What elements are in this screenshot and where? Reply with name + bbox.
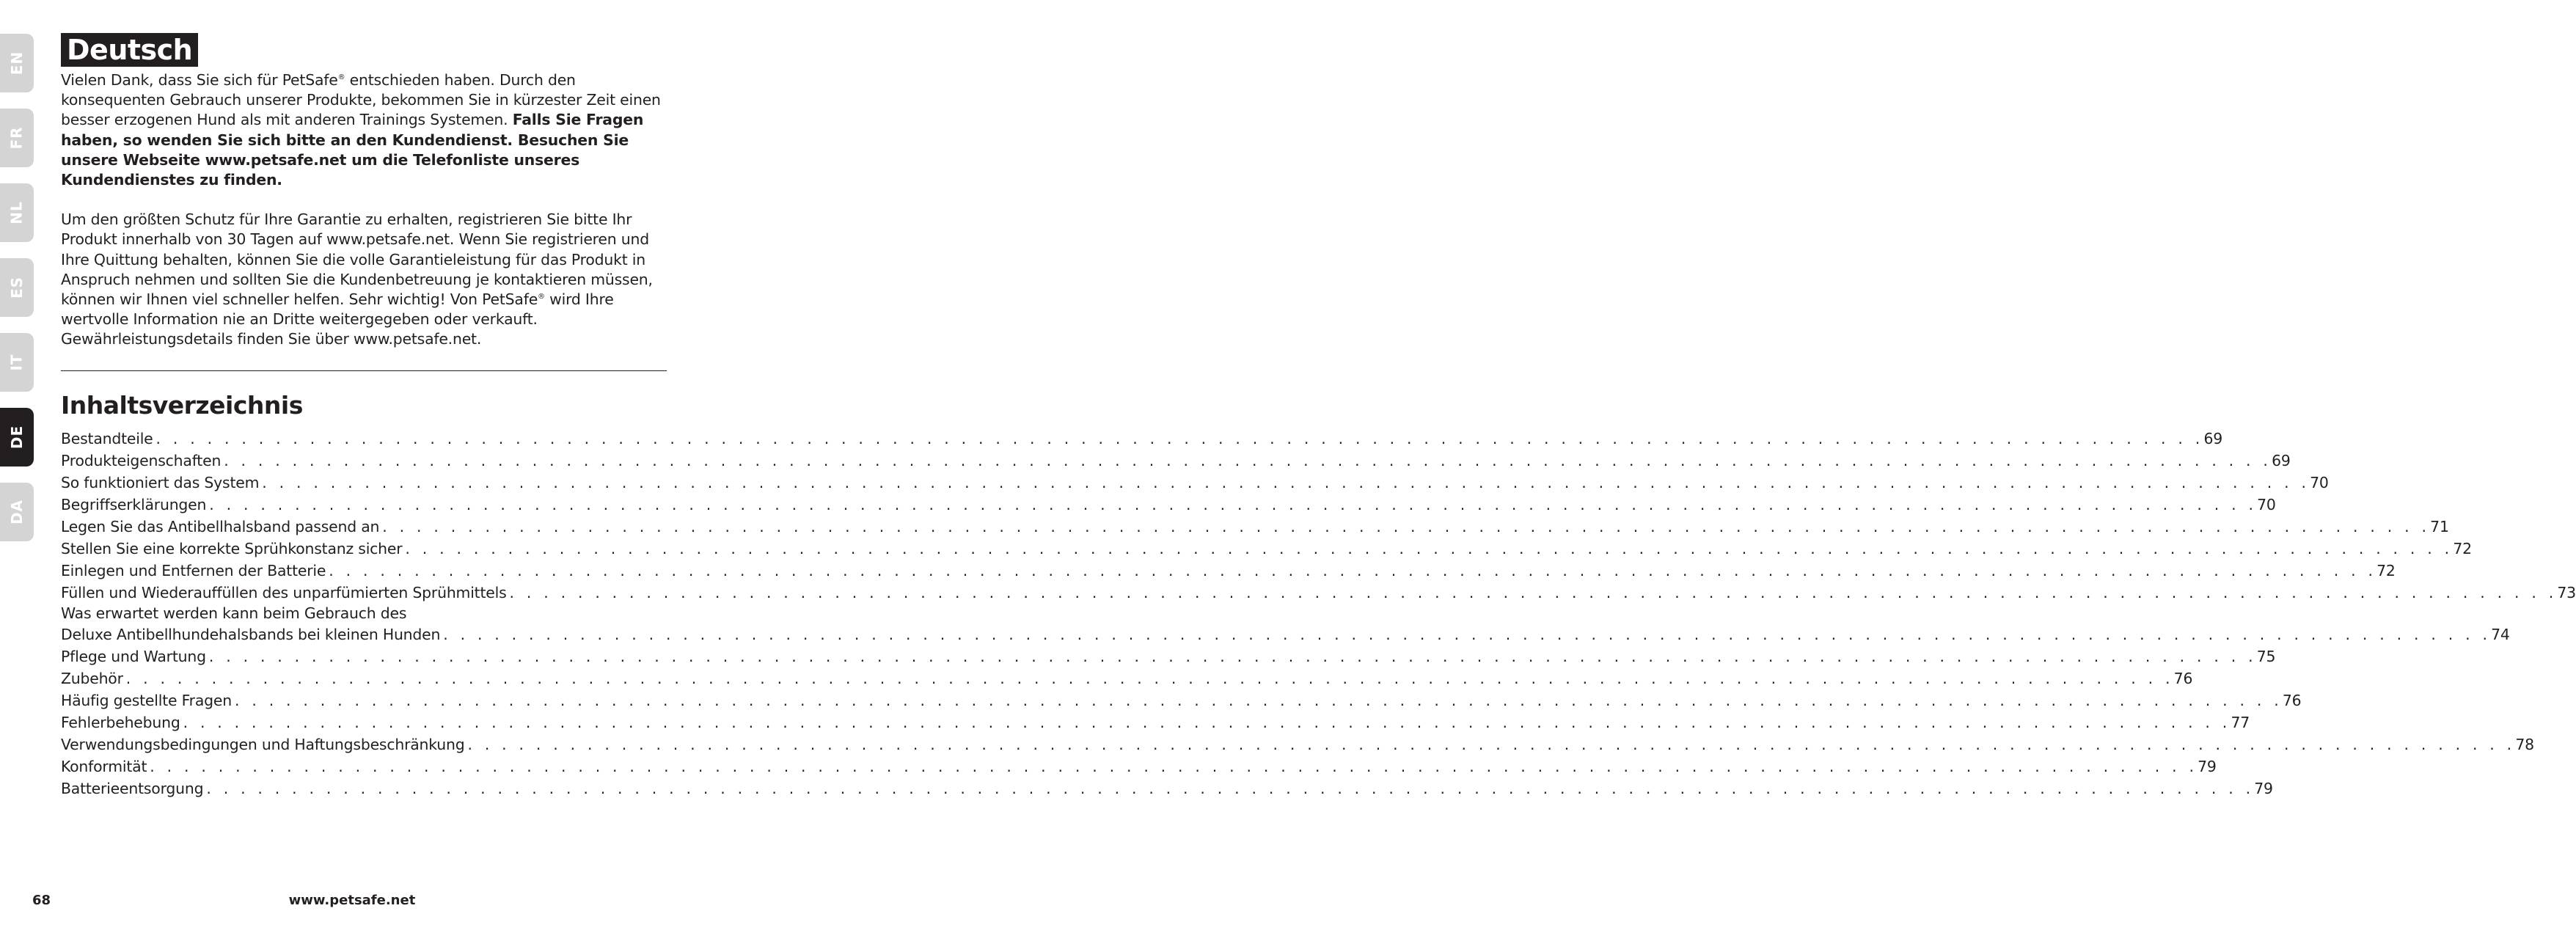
toc-dot-leader: . . . . . . . . . . . . . . . . . . . . . . . . . . . . . . . . . . . . . . . . . . . . . . . . . . . . . . . . . . . . . . . . . . . . . . . . . . . . . . . . . . . . . . . . . . . . . . . . . . . . . . . . . . . . . . . . . . . . . . . . [125, 670, 2174, 687]
table-of-contents [61, 428, 2576, 800]
toc-row [61, 689, 2302, 711]
tab-da[interactable] [0, 483, 34, 541]
toc-page-number: 79 [2198, 758, 2217, 775]
tab-es[interactable] [0, 258, 34, 317]
toc-entry-label: Batterieentsorgung [61, 780, 204, 797]
toc-page-number: 76 [2282, 692, 2302, 709]
toc-entry-label: Fehlerbehebung [61, 714, 180, 731]
toc-dot-leader: . . . . . . . . . . . . . . . . . . . . . . . . . . . . . . . . . . . . . . . . . . . . . . . . . . . . . . . . . . . . . . . . . . . . . . . . . . . . . . . . . . . . . . . . . . . . . . . . . . . . . . . . . . . . . . . . . . . . . . . . [262, 474, 2310, 491]
tab-en[interactable] [0, 34, 34, 92]
toc-entry-label: Füllen und Wiederauffüllen des unparfümierten Sprühmittels [61, 584, 507, 601]
toc-row [61, 472, 2329, 494]
toc-entry-label: Einlegen und Entfernen der Batterie [61, 562, 326, 579]
tab-label: ES [7, 276, 26, 299]
toc-page-number: 71 [2430, 518, 2449, 535]
tab-label: IT [8, 354, 26, 371]
toc-entry[interactable] [61, 733, 2534, 755]
toc-entry-label: Begriffserklärungen [61, 496, 207, 513]
intro-text-run: wird Ihre wertvolle Information nie an Dritte weitergegeben oder verkauft. Gewährleistungsdetails finden Sie über www.petsafe.net. [61, 290, 614, 348]
tab-fr[interactable] [0, 109, 34, 167]
toc-entry-label: Konformität [61, 758, 147, 775]
toc-dot-leader: . . . . . . . . . . . . . . . . . . . . . . . . . . . . . . . . . . . . . . . . . . . . . . . . . . . . . . . . . . . . . . . . . . . . . . . . . . . . . . . . . . . . . . . . . . . . . . . . . . . . . . . . . . . . . . . . . . . . . . . . [509, 584, 2558, 601]
toc-row [61, 667, 2193, 689]
tab-nl[interactable] [0, 183, 34, 242]
toc-entry[interactable] [61, 778, 2273, 800]
toc-title: Inhaltsverzeichnis [61, 391, 303, 420]
toc-row [61, 538, 2472, 560]
toc-row [61, 623, 2510, 645]
toc-row [61, 494, 2276, 516]
tab-label: NL [7, 201, 26, 224]
toc-entry[interactable] [61, 428, 2222, 450]
tab-it[interactable] [0, 333, 34, 392]
toc-row [61, 755, 2217, 778]
tab-label: EN [8, 51, 26, 76]
toc-row [61, 428, 2222, 450]
toc-page-number: 77 [2231, 714, 2250, 731]
toc-dot-leader: . . . . . . . . . . . . . . . . . . . . . . . . . . . . . . . . . . . . . . . . . . . . . . . . . . . . . . . . . . . . . . . . . . . . . . . . . . . . . . . . . . . . . . . . . . . . . . . . . . . . . . . . . . . . . . . . . . . . . . . . [329, 562, 2377, 579]
toc-page-number: 69 [2272, 452, 2291, 469]
toc-row [61, 582, 2576, 604]
intro-text-run: Vielen Dank, dass Sie sich für PetSafe [61, 71, 338, 89]
toc-entry[interactable] [61, 645, 2276, 667]
toc-dot-leader: . . . . . . . . . . . . . . . . . . . . . . . . . . . . . . . . . . . . . . . . . . . . . . . . . . . . . . . . . . . . . . . . . . . . . . . . . . . . . . . . . . . . . . . . . . . . . . . . . . . . . . . . . . . . . . . . . . . . . . . . [183, 714, 2231, 731]
toc-row [61, 560, 2396, 582]
toc-dot-leader: . . . . . . . . . . . . . . . . . . . . . . . . . . . . . . . . . . . . . . . . . . . . . . . . . . . . . . . . . . . . . . . . . . . . . . . . . . . . . . . . . . . . . . . . . . . . . . . . . . . . . . . . . . . . . . . . . . . . . . . . [208, 648, 2257, 665]
intro-text-run: entschieden haben. Durch den konsequenten Gebrauch unserer Produkte, bekommen Sie in kürzester Zeit einen besser erzogenen Hund als mit anderen Trainings Systemen. [61, 71, 661, 129]
tab-de[interactable] [0, 408, 34, 466]
toc-dot-leader: . . . . . . . . . . . . . . . . . . . . . . . . . . . . . . . . . . . . . . . . . . . . . . . . . . . . . . . . . . . . . . . . . . . . . . . . . . . . . . . . . . . . . . . . . . . . . . . . . . . . . . . . . . . . . . . . . . . . . . . . [206, 780, 2255, 797]
toc-row [61, 711, 2250, 733]
toc-entry[interactable] [61, 472, 2329, 494]
toc-dot-leader: . . . . . . . . . . . . . . . . . . . . . . . . . . . . . . . . . . . . . . . . . . . . . . . . . . . . . . . . . . . . . . . . . . . . . . . . . . . . . . . . . . . . . . . . . . . . . . . . . . . . . . . . . . . . . . . . . . . . . . . . [443, 626, 2492, 643]
toc-row [61, 778, 2273, 800]
toc-dot-leader: . . . . . . . . . . . . . . . . . . . . . . . . . . . . . . . . . . . . . . . . . . . . . . . . . . . . . . . . . . . . . . . . . . . . . . . . . . . . . . . . . . . . . . . . . . . . . . . . . . . . . . . . . . . . . . . . . . . . . . . . [155, 430, 2204, 447]
registered-mark: ® [337, 73, 345, 81]
toc-entry-label: Produkteigenschaften [61, 452, 222, 469]
toc-dot-leader: . . . . . . . . . . . . . . . . . . . . . . . . . . . . . . . . . . . . . . . . . . . . . . . . . . . . . . . . . . . . . . . . . . . . . . . . . . . . . . . . . . . . . . . . . . . . . . . . . . . . . . . . . . . . . . . . . . . . . . . . [405, 540, 2454, 557]
toc-entry-label: Häufig gestellte Fragen [61, 692, 232, 709]
toc-entry-label-line: Was erwartet werden kann beim Gebrauch des [61, 604, 407, 622]
intro-text-run: Um den größten Schutz für Ihre Garantie zu erhalten, registrieren Sie bitte Ihr Produkt innerhalb von 30 Tagen auf www.petsafe.net. Wenn Sie registrieren und Ihre Quittung behalten, können Sie die volle Garantieleistung für das Produkt in Anspruch nehmen und sollten Sie die Kundenbetreuung je kontaktieren müssen, können wir Ihnen viel schneller helfen. Sehr wichtig! Von PetSafe [61, 211, 653, 309]
section-title [61, 33, 198, 67]
toc-entry[interactable] [61, 560, 2396, 582]
toc-entry[interactable] [61, 450, 2291, 472]
toc-entry-label: Verwendungsbedingungen und Haftungsbeschränkung [61, 736, 465, 753]
tab-label: DE [7, 425, 26, 450]
intro-text [61, 70, 670, 350]
toc-entry[interactable] [61, 711, 2250, 733]
toc-dot-leader: . . . . . . . . . . . . . . . . . . . . . . . . . . . . . . . . . . . . . . . . . . . . . . . . . . . . . . . . . . . . . . . . . . . . . . . . . . . . . . . . . . . . . . . . . . . . . . . . . . . . . . . . . . . . . . . . . . . . . . . . [234, 692, 2283, 709]
tab-label: FR [8, 126, 26, 150]
toc-entry-label: Zubehör [61, 670, 123, 687]
toc-entry[interactable] [61, 667, 2193, 689]
toc-dot-leader: . . . . . . . . . . . . . . . . . . . . . . . . . . . . . . . . . . . . . . . . . . . . . . . . . . . . . . . . . . . . . . . . . . . . . . . . . . . . . . . . . . . . . . . . . . . . . . . . . . . . . . . . . . . . . . . . . . . . . . . . [382, 518, 2431, 535]
toc-page-number: 72 [2453, 540, 2472, 557]
toc-entry[interactable] [61, 604, 2510, 645]
toc-page-number: 72 [2376, 562, 2396, 579]
toc-page-number: 76 [2173, 670, 2193, 687]
toc-entry-label: So funktioniert das System [61, 474, 260, 491]
toc-entry-label: Legen Sie das Antibellhalsband passend an [61, 518, 380, 535]
toc-page-number: 70 [2257, 496, 2276, 513]
toc-row [61, 516, 2449, 538]
intro-paragraph-warranty [61, 210, 670, 349]
toc-page-number: 69 [2203, 430, 2222, 447]
section-title-text: Deutsch [67, 34, 193, 66]
toc-row [61, 645, 2276, 667]
toc-entry-label: Deluxe Antibellhundehalsbands bei kleinen Hunden [61, 626, 441, 643]
divider [61, 370, 667, 371]
toc-entry-label: Pflege und Wartung [61, 648, 206, 665]
toc-entry[interactable] [61, 582, 2576, 604]
toc-dot-leader: . . . . . . . . . . . . . . . . . . . . . . . . . . . . . . . . . . . . . . . . . . . . . . . . . . . . . . . . . . . . . . . . . . . . . . . . . . . . . . . . . . . . . . . . . . . . . . . . . . . . . . . . . . . . . . . . . . . . . . . . [467, 736, 2516, 753]
toc-entry-label: Stellen Sie eine korrekte Sprühkonstanz sicher [61, 540, 403, 557]
toc-page-number: 78 [2515, 736, 2534, 753]
toc-page-number: 74 [2491, 626, 2510, 643]
toc-entry[interactable] [61, 755, 2217, 778]
toc-entry[interactable] [61, 689, 2302, 711]
toc-entry[interactable] [61, 494, 2276, 516]
toc-row [61, 733, 2534, 755]
toc-entry[interactable] [61, 538, 2472, 560]
toc-dot-leader: . . . . . . . . . . . . . . . . . . . . . . . . . . . . . . . . . . . . . . . . . . . . . . . . . . . . . . . . . . . . . . . . . . . . . . . . . . . . . . . . . . . . . . . . . . . . . . . . . . . . . . . . . . . . . . . . . . . . . . . . [224, 452, 2272, 469]
toc-page-number: 75 [2256, 648, 2276, 665]
toc-row [61, 450, 2291, 472]
toc-dot-leader: . . . . . . . . . . . . . . . . . . . . . . . . . . . . . . . . . . . . . . . . . . . . . . . . . . . . . . . . . . . . . . . . . . . . . . . . . . . . . . . . . . . . . . . . . . . . . . . . . . . . . . . . . . . . . . . . . . . . . . . . [209, 496, 2258, 513]
tab-label: DA [8, 499, 26, 525]
registered-mark: ® [538, 293, 545, 301]
toc-entry-label: Bestandteile [61, 430, 153, 447]
toc-dot-leader: . . . . . . . . . . . . . . . . . . . . . . . . . . . . . . . . . . . . . . . . . . . . . . . . . . . . . . . . . . . . . . . . . . . . . . . . . . . . . . . . . . . . . . . . . . . . . . . . . . . . . . . . . . . . . . . . . . . . . . . . [150, 758, 2198, 775]
toc-entry[interactable] [61, 516, 2449, 538]
toc-page-number: 70 [2310, 474, 2329, 491]
footer-url: www.petsafe.net [288, 893, 416, 908]
toc-page-number: 73 [2557, 584, 2576, 601]
customer-service-note: Falls Sie Fragen haben, so wenden Sie sich bitte an den Kundendienst. Besuchen Sie unsere Webseite www.petsafe.net um die Telefonliste unseres Kundendienstes zu finden. [61, 111, 644, 189]
intro-paragraph-thanks [61, 70, 670, 190]
toc-page-number: 79 [2254, 780, 2273, 797]
page-number: 68 [32, 893, 51, 908]
